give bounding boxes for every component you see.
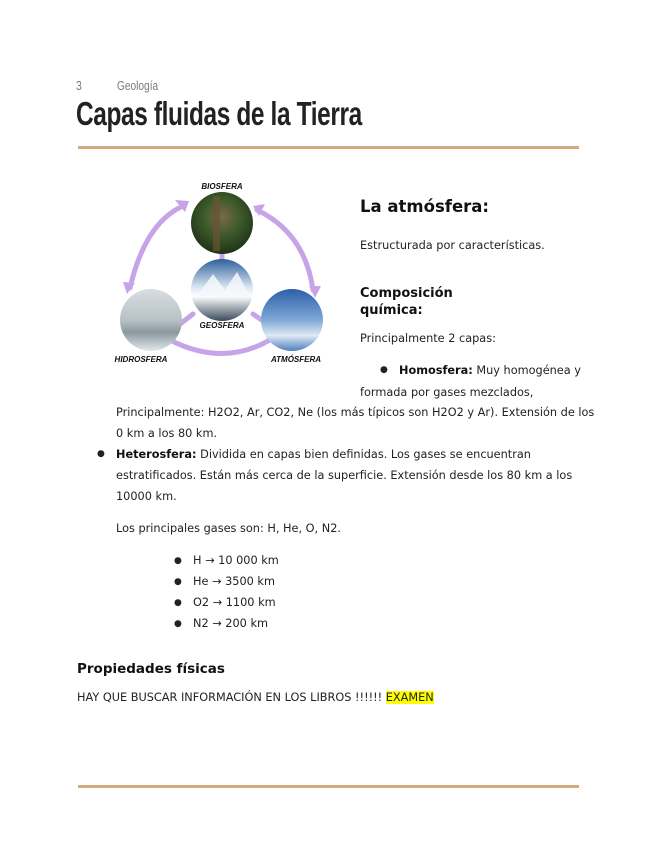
- bullet-gas-h: ●: [174, 556, 182, 566]
- composition-text: Principalmente 2 capas:: [360, 332, 496, 345]
- bottom-divider: [78, 785, 579, 788]
- atmosphere-heading: La atmósfera:: [360, 197, 490, 216]
- page-number: 3: [76, 78, 83, 93]
- homosfera-line1: [399, 360, 581, 381]
- gases-intro: Los principales gases son: H, He, O, N2.: [116, 522, 341, 535]
- top-divider: [78, 146, 579, 149]
- heterosfera-label: Heterosfera:: [116, 448, 197, 461]
- label-geosfera: GEOSFERA: [199, 321, 245, 330]
- homosfera-text1: Muy homogénea y: [472, 364, 581, 377]
- bullet-heterosfera: ●: [97, 449, 105, 459]
- bullet-gas-o2: ●: [174, 598, 182, 608]
- arrow-bio-hidro: [130, 206, 183, 288]
- earth-spheres-diagram: [105, 178, 345, 368]
- section-label: Geología: [117, 78, 159, 93]
- gas-o2: O2 → 1100 km: [193, 596, 276, 609]
- bullet-homosfera: ●: [380, 365, 388, 375]
- gas-n2: N2 → 200 km: [193, 617, 268, 630]
- bullet-gas-he: ●: [174, 577, 182, 587]
- label-biosfera: BIOSFERA: [201, 182, 243, 191]
- books-note: HAY QUE BUSCAR INFORMACIÓN EN LOS LIBROS !!!!!!: [77, 691, 386, 704]
- exam-highlight: EXAMEN: [385, 691, 434, 704]
- heterosfera-line1: [116, 444, 531, 465]
- gas-h: H → 10 000 km: [193, 554, 279, 567]
- physical-properties-heading: Propiedades físicas: [77, 661, 225, 677]
- atmosphere-intro: Estructurada por características.: [360, 239, 545, 252]
- gas-he: He → 3500 km: [193, 575, 275, 588]
- bullet-gas-n2: ●: [174, 619, 182, 629]
- homosfera-line4: 0 km a los 80 km.: [116, 427, 218, 440]
- page-title: Capas fluidas de la Tierra: [76, 95, 362, 132]
- homosfera-line3: Principalmente: H2O2, Ar, CO2, Ne (los más típicos son H2O2 y Ar). Extensión de los: [116, 406, 595, 419]
- homosfera-line2: formada por gases mezclados,: [360, 386, 534, 399]
- arrow-hidro-atm: [170, 338, 273, 354]
- homosfera-label: Homosfera:: [399, 364, 473, 377]
- label-hidrosfera: HIDROSFERA: [114, 355, 168, 364]
- physical-properties-text: [77, 687, 434, 708]
- label-atmosfera: ATMÓSFERA: [270, 355, 322, 364]
- composition-heading: Composición química:: [360, 286, 453, 318]
- arrow-bio-atm: [257, 210, 313, 290]
- heterosfera-line2: estratificados. Están más cerca de la superficie. Extensión desde los 80 km a los: [116, 469, 573, 482]
- heterosfera-text1: Dividida en capas bien definidas. Los gases se encuentran: [196, 448, 531, 461]
- heterosfera-line3: 10000 km.: [116, 490, 177, 503]
